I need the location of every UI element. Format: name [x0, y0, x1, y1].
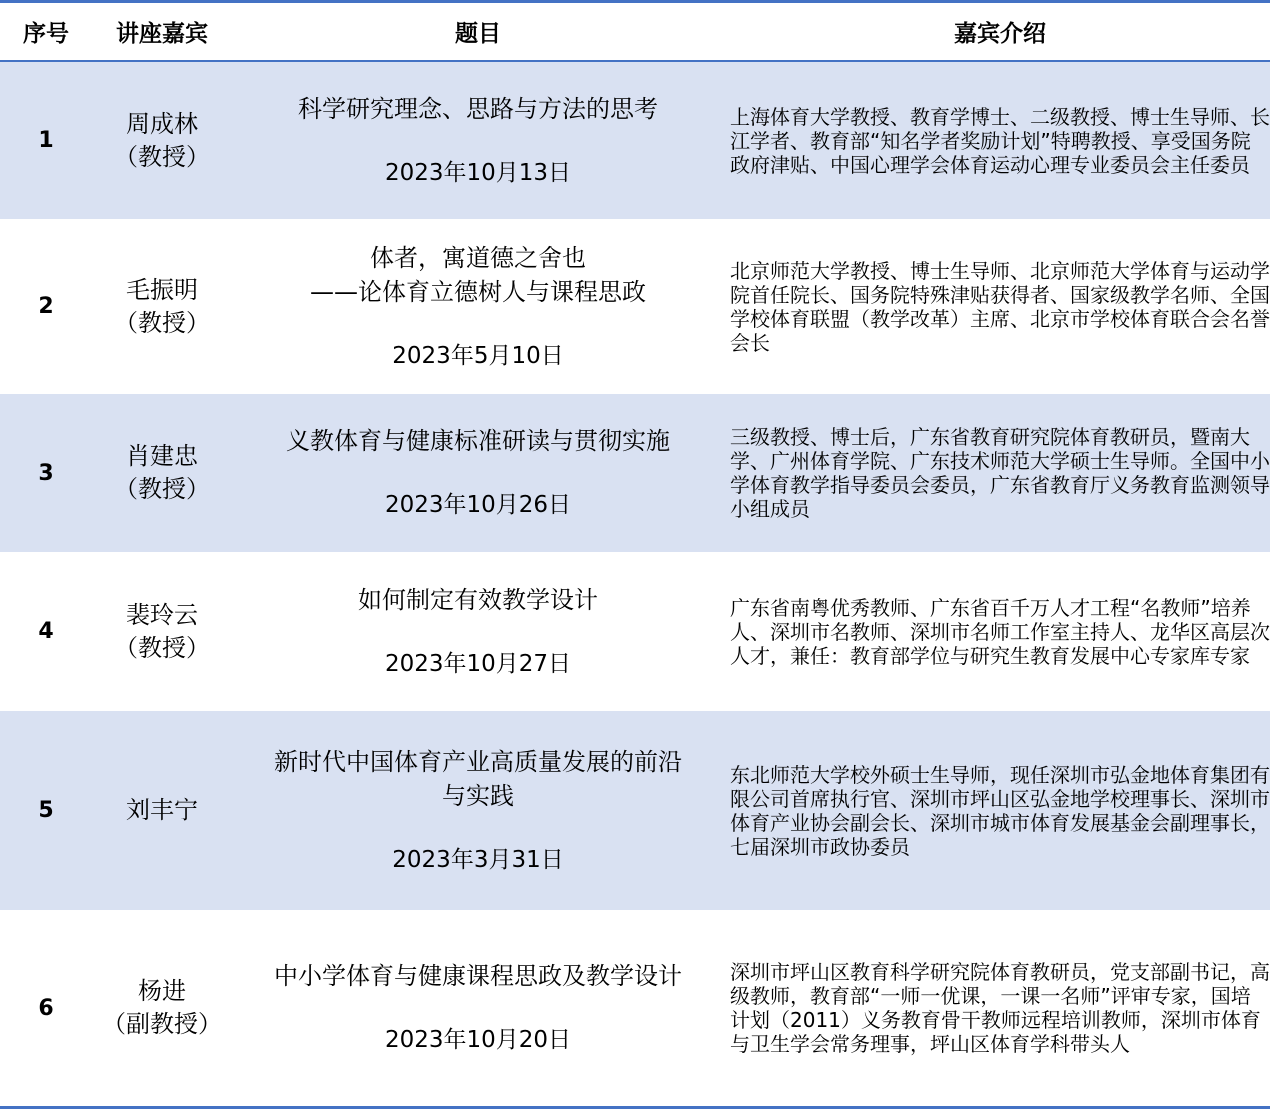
guest-intro [730, 394, 1270, 552]
guest-cell [92, 394, 232, 552]
guest-name: 毛振明 [126, 275, 198, 304]
lecture-date: 2023年10月13日 [384, 159, 572, 186]
topic-cell [232, 394, 724, 552]
header-intro: 嘉宾介绍 [954, 21, 1046, 47]
guest-intro [730, 711, 1270, 910]
table-row [0, 552, 1270, 711]
lecture-date: 2023年10月27日 [384, 650, 572, 677]
guest-title: （教授） [114, 142, 210, 171]
row-number: 4 [38, 619, 54, 644]
guest-title: （教授） [114, 633, 210, 662]
topic-cell [232, 910, 724, 1106]
header-guest: 讲座嘉宾 [116, 21, 208, 47]
lecture-date: 2023年10月20日 [384, 1027, 572, 1053]
guest-cell [92, 552, 232, 711]
topic-line: 科学研究理念、思路与方法的思考 [298, 94, 658, 123]
table-row [0, 910, 1270, 1106]
lecture-date: 2023年3月31日 [392, 846, 564, 873]
header-no: 序号 [23, 21, 69, 47]
table-row [0, 62, 1270, 219]
table-bottom-rule [0, 1106, 1270, 1109]
topic-cell [232, 711, 724, 910]
table-row [0, 711, 1270, 910]
row-number: 6 [38, 995, 54, 1021]
row-number: 1 [38, 128, 54, 153]
topic-line: 新时代中国体育产业高质量发展的前沿 [274, 747, 682, 776]
row-number: 3 [38, 460, 54, 486]
table-row [0, 219, 1270, 394]
topic-line: 中小学体育与健康课程思政及教学设计 [274, 962, 682, 990]
intro-text: 北京师范大学教授、博士生导师、北京师范大学体育与运动学院首任院长、国务院特殊津贴获得者、国家级教学名师、全国学校体育联盟（教学改革）主席、北京市学校体育联合会名誉会长 [730, 258, 1270, 355]
guest-cell [92, 219, 232, 394]
topic-line: ——论体育立德树人与课程思政 [310, 277, 646, 306]
row-number: 5 [38, 798, 54, 823]
guest-intro [730, 552, 1270, 711]
table-header [0, 3, 1270, 60]
topic-line: 与实践 [442, 781, 514, 810]
lecture-date: 2023年5月10日 [392, 342, 564, 369]
guest-name: 肖建忠 [126, 442, 198, 470]
intro-text: 深圳市坪山区教育科学研究院体育教研员，党支部副书记，高级教师，教育部“一师一优课，一课一名师”评审专家，国培计划（2011）义务教育骨干教师远程培训教师，深圳市体育与卫生学会常务理事，坪山区体育学科带头人 [730, 960, 1270, 1056]
intro-text: 广东省南粤优秀教师、广东省百千万人才工程“名教师”培养人、深圳市名教师、深圳市名师工作室主持人、龙华区高层次人才，兼任：教育部学位与研究生教育发展中心专家库专家 [730, 595, 1270, 668]
guest-cell [92, 62, 232, 219]
guest-name: 裴玲云 [126, 600, 198, 629]
row-number: 2 [38, 294, 54, 319]
guest-title: （教授） [114, 475, 210, 503]
intro-text: 三级教授、博士后，广东省教育研究院体育教研员，暨南大学、广州体育学院、广东技术师范大学硕士生导师。全国中小学体育教学指导委员会委员，广东省教育厅义务教育监测领导小组成员 [730, 425, 1270, 521]
intro-text: 上海体育大学教授、教育学博士、二级教授、博士生导师、长江学者、教育部“知名学者奖励计划”特聘教授、享受国务院政府津贴、中国心理学会体育运动心理专业委员会主任委员 [730, 104, 1270, 177]
topic-line: 体者，寓道德之舍也 [370, 243, 586, 272]
lecture-date: 2023年10月26日 [384, 492, 572, 518]
guest-title: （教授） [114, 308, 210, 337]
guest-intro [730, 219, 1270, 394]
topic-line: 义教体育与健康标准研读与贯彻实施 [286, 427, 670, 455]
header-topic: 题目 [455, 21, 501, 47]
intro-text: 东北师范大学校外硕士生导师，现任深圳市弘金地体育集团有限公司首席执行官、深圳市坪山区弘金地学校理事长、深圳市体育产业协会副会长、深圳市城市体育发展基金会副理事长，七届深圳市政协委员 [730, 762, 1270, 859]
guest-name: 刘丰宁 [126, 796, 198, 824]
guest-title: （副教授） [102, 1010, 222, 1038]
guest-name: 周成林 [126, 109, 198, 138]
guest-cell [92, 711, 232, 910]
guest-intro [730, 62, 1270, 219]
guest-intro [730, 910, 1270, 1106]
topic-line: 如何制定有效教学设计 [358, 585, 598, 614]
topic-cell [232, 552, 724, 711]
table-row [0, 394, 1270, 552]
guest-name: 杨进 [138, 977, 186, 1005]
guest-cell [92, 910, 232, 1106]
topic-cell [232, 62, 724, 219]
topic-cell [232, 219, 724, 394]
